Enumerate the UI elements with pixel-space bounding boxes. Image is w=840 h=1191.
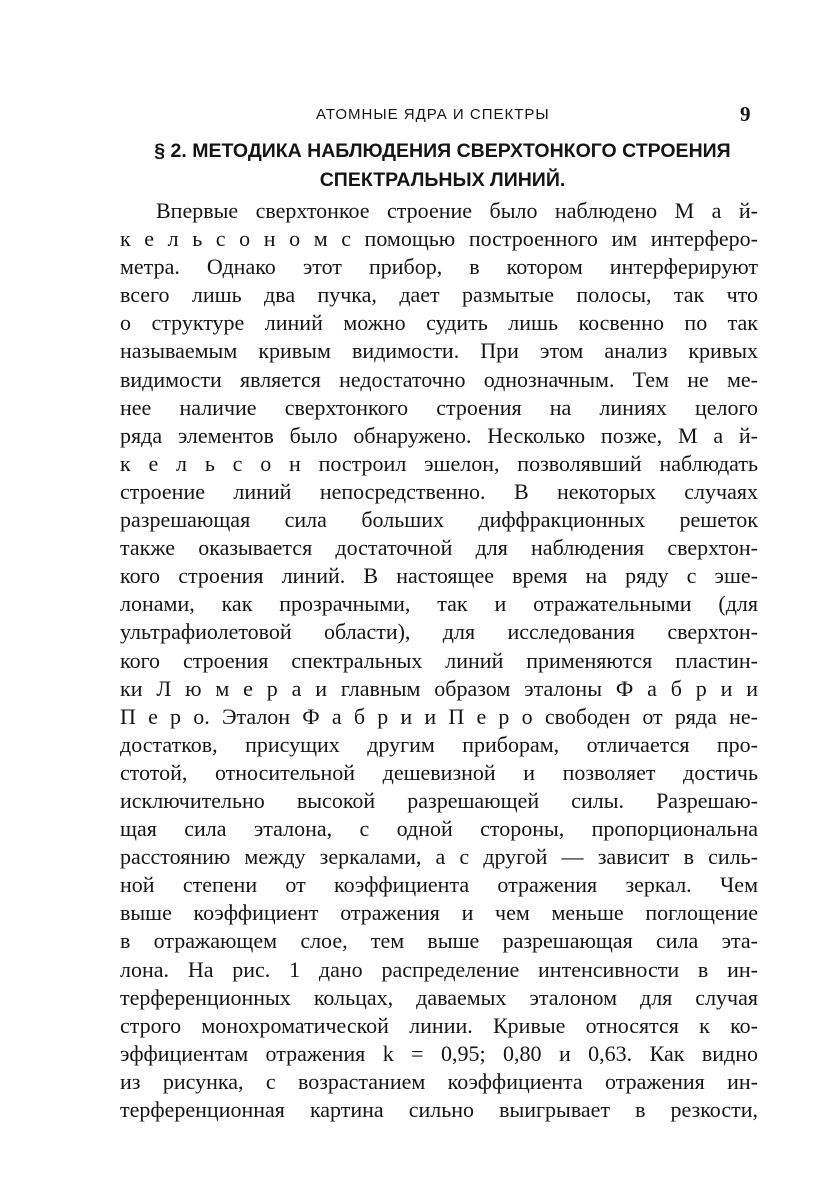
text-line: метра. Однако этот прибор, в котором интерферируют (120, 254, 758, 280)
text-line: выше коэффициент отражения и чем меньше поглощение (120, 900, 758, 926)
text-line: расстоянию между зеркалами, а с другой — зависит в силь- (120, 844, 758, 870)
text-line: ки Л ю м е р а и главным образом эталоны Ф а б р и и (120, 675, 758, 701)
text-line: к е л ь с о н построил эшелон, позволявший наблюдать (120, 450, 758, 476)
text-line: о структуре линий можно судить лишь косвенно по так (120, 310, 758, 336)
text-line: строго монохроматической линии. Кривые относятся к ко- (120, 1012, 758, 1038)
text-line: кого строения спектральных линий применяются пластин- (120, 647, 758, 673)
section-heading (120, 137, 765, 195)
section-heading-line: § 2. МЕТОДИКА НАБЛЮДЕНИЯ СВЕРХТОНКОГО СТРОЕНИЯ (154, 140, 731, 162)
text-line: П е р о. Эталон Ф а б р и и П е р о свободен от ряда не- (120, 703, 758, 729)
text-line: кого строения линий. В настоящее время на ряду с эше- (120, 563, 758, 589)
text-line: терференционная картина сильно выигрывает в резкости, (120, 1097, 758, 1122)
text-line: строение линий непосредственно. В некоторых случаях (120, 478, 758, 504)
text-line: терференционных кольцах, даваемых эталоном для случая (120, 984, 758, 1010)
text-line: стотой, относительной дешевизной и позволяет достичь (120, 759, 758, 785)
text-line: называемым кривым видимости. При этом анализ кривых (120, 338, 758, 364)
text-line: достатков, присущих другим приборам, отличается про- (120, 731, 758, 757)
text-line: лонами, как прозрачными, так и отражательными (для (120, 591, 758, 617)
text-line: к е л ь с о н о м с помощью построенного им интерферо- (120, 226, 758, 252)
running-header (0, 102, 840, 132)
text-line: также оказывается достаточной для наблюдения сверхтон- (120, 535, 758, 561)
text-line: всего лишь два пучка, дает размытые полосы, так что (120, 282, 758, 308)
text-line: ультрафиолетовой области), для исследования сверхтон- (120, 619, 758, 645)
page-number: 9 (740, 102, 751, 126)
text-line: видимости является недостаточно однозначным. Тем не ме- (120, 366, 758, 392)
text-line: нее наличие сверхтонкого строения на линиях целого (120, 394, 758, 420)
text-line: щая сила эталона, с одной стороны, пропорциональна (120, 816, 758, 842)
body-paragraph (120, 197, 758, 1124)
text-line: разрешающая сила больших диффракционных решеток (120, 507, 758, 533)
text-line: Впервые сверхтонкое строение было наблюдено М а й- (156, 198, 758, 223)
running-title: АТОМНЫЕ ЯДРА И СПЕКТРЫ (316, 106, 550, 123)
text-line: ряда элементов было обнаружено. Несколько позже, М а й- (120, 422, 758, 448)
section-heading-line: СПЕКТРАЛЬНЫХ ЛИНИЙ. (319, 169, 566, 191)
text-line: из рисунка, с возрастанием коэффициента отражения ин- (120, 1068, 758, 1094)
text-line: эффициентам отражения k = 0,95; 0,80 и 0,63. Как видно (120, 1040, 758, 1066)
text-line: ной степени от коэффициента отражения зеркал. Чем (120, 872, 758, 898)
text-line: исключительно высокой разрешающей силы. Разрешаю- (120, 787, 758, 813)
text-line: в отражающем слое, тем выше разрешающая сила эта- (120, 928, 758, 954)
text-line: лона. На рис. 1 дано распределение интенсивности в ин- (120, 956, 758, 982)
